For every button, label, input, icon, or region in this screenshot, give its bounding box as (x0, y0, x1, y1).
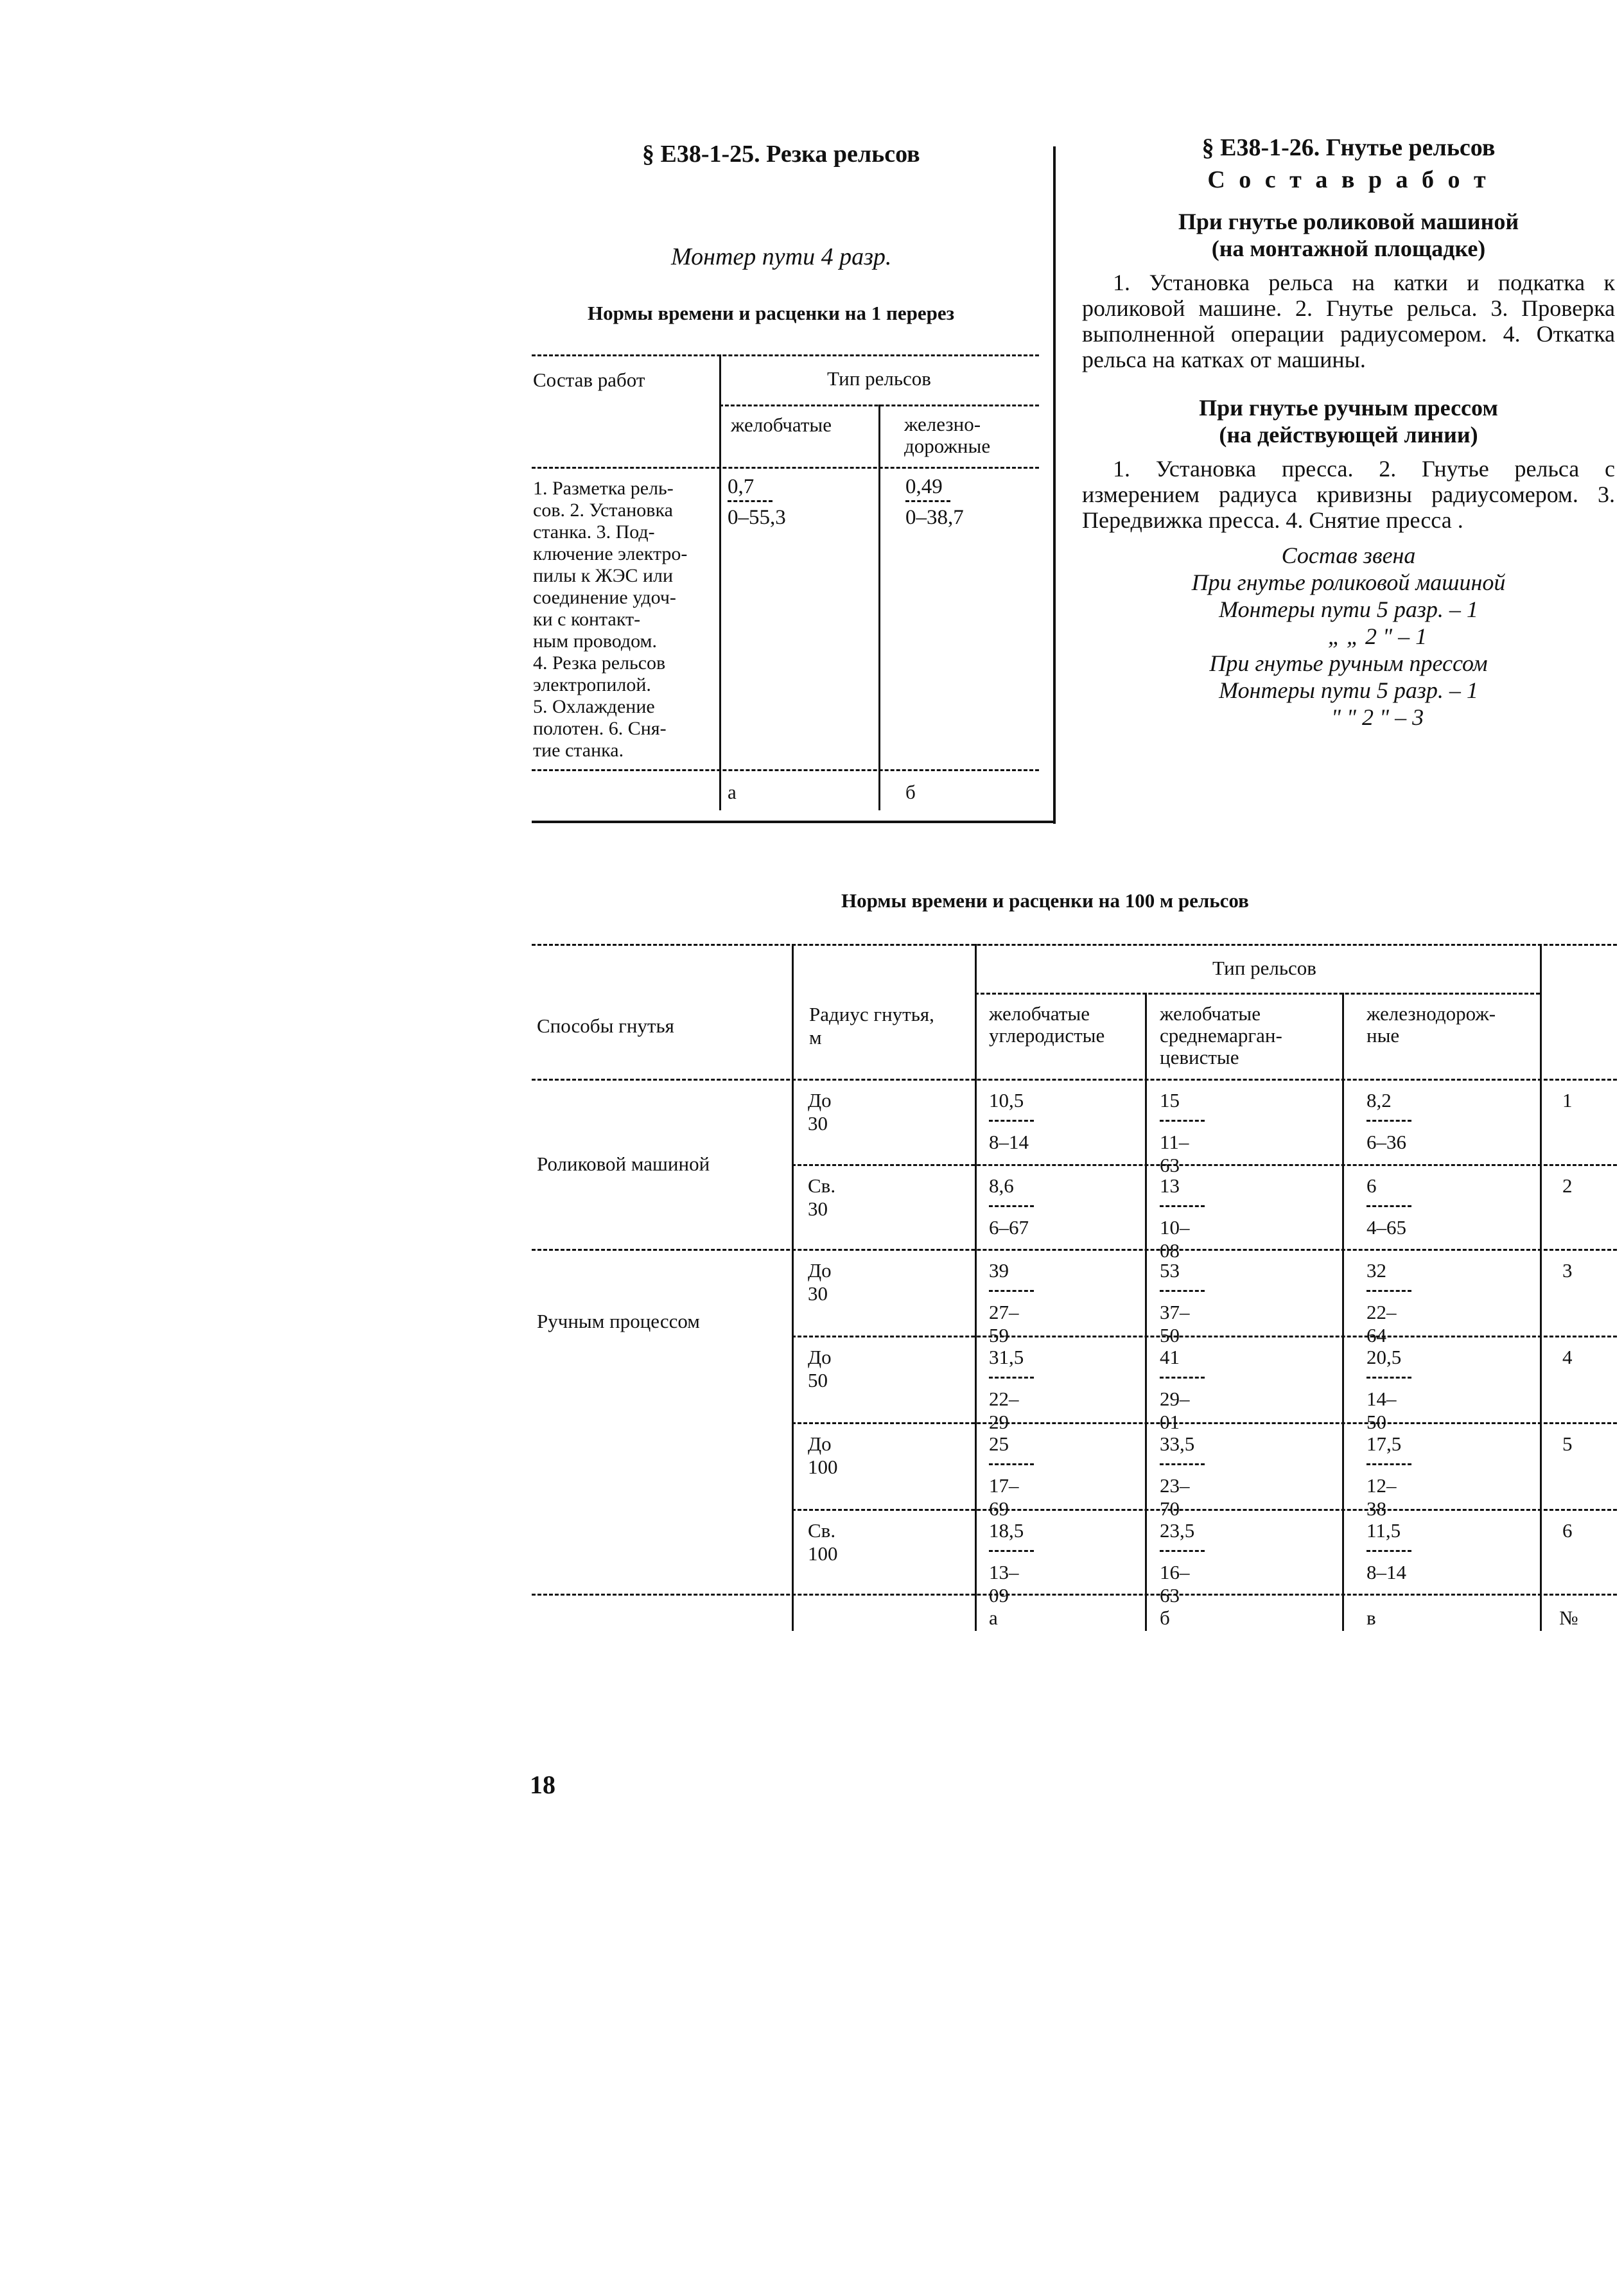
table2-footer-n: № (1559, 1607, 1578, 1629)
left-work-line: пилы к ЖЭС или (533, 565, 674, 586)
price-value: 14–50 (1366, 1388, 1397, 1433)
left-table-vline-1 (719, 354, 721, 810)
row-value-b (1160, 1259, 1205, 1347)
left-table-sub-rule (719, 405, 1039, 406)
table2-header-a-line: углеродистые (989, 1024, 1105, 1047)
price-value: 13–09 (989, 1561, 1019, 1607)
left-value-b-norm: 0,49 (905, 475, 943, 498)
price-value: 16–63 (1160, 1561, 1190, 1607)
table2-header-c (1366, 1003, 1496, 1047)
norm-value: 33,5 (1160, 1433, 1195, 1455)
roller-title-line2: (на монтажной площадке) (1211, 236, 1486, 261)
left-value-a (728, 475, 786, 530)
left-work-description (533, 478, 687, 762)
page-number: 18 (530, 1770, 555, 1799)
crew-roller-line1: Монтеры пути 5 разр. – 1 (1219, 597, 1478, 622)
left-table-top-rule (532, 354, 1039, 356)
row-value-c (1366, 1433, 1411, 1520)
left-col-rail-type-header: Тип рельсов (827, 367, 931, 390)
table2-header-rule (532, 1079, 1617, 1081)
fraction-bar (989, 1120, 1034, 1122)
fraction-bar (1160, 1120, 1205, 1122)
row-value-c (1366, 1174, 1411, 1239)
left-work-line: сов. 2. Установка (533, 500, 673, 521)
fraction-bar (989, 1377, 1034, 1379)
price-value: 27–59 (989, 1301, 1019, 1346)
press-title-line1: При гнутье ручным прессом (1199, 395, 1498, 421)
table2-header-a (989, 1003, 1104, 1047)
table2-caption: Нормы времени и расценки на 100 м рельсов (841, 889, 1249, 912)
row-number: 5 (1562, 1433, 1573, 1455)
table2-header-rail-type: Тип рельсов (1212, 957, 1316, 979)
row-value-b (1160, 1089, 1205, 1177)
price-value: 37–50 (1160, 1301, 1190, 1346)
fraction-bar (989, 1550, 1034, 1552)
crew-press-heading: При гнутье ручным прессом (1209, 650, 1488, 676)
row-radius: Св. 30 (808, 1174, 836, 1220)
row-radius: До 30 (808, 1259, 832, 1305)
row-value-a (989, 1519, 1034, 1607)
left-worker: Монтер пути 4 разр. (671, 243, 892, 270)
left-work-line: 4. Резка рельсов (533, 652, 666, 674)
table2-header-radius-line1: Радиус гнутья, (809, 1003, 934, 1025)
left-work-line: ки с контакт- (533, 609, 641, 630)
price-value: 8–14 (989, 1131, 1029, 1153)
roller-work-text: 1. Установка рельса на катки и подкатка к роликовой машине. 2. Гнутье рельса. 3. Проверка выполненной операции радиусомером. 4. Откатка рельса на катках от машины. (1082, 270, 1615, 372)
row-value-b (1160, 1433, 1205, 1520)
price-value: 17–69 (989, 1474, 1019, 1520)
left-work-line: тие станка. (533, 740, 624, 761)
row-number: 3 (1562, 1259, 1573, 1282)
price-value: 10–08 (1160, 1216, 1190, 1262)
table2-header-b-line: цевистые (1160, 1046, 1239, 1068)
fraction-bar (989, 1290, 1034, 1292)
norm-value: 6 (1366, 1174, 1377, 1197)
fraction-bar (1366, 1120, 1411, 1122)
table2-subheader-rule (975, 993, 1540, 995)
row-value-b (1160, 1519, 1205, 1607)
left-col-a-header: желобчатые (731, 414, 832, 436)
table2-header-b (1160, 1003, 1282, 1068)
row-value-b (1160, 1346, 1205, 1434)
row-radius: До 50 (808, 1346, 832, 1391)
table2-vline-c (1342, 993, 1344, 1631)
crew-press-line2: " " 2 " – 3 (1331, 704, 1424, 730)
fraction-bar (905, 500, 950, 502)
method-manual: Ручным процессом (537, 1310, 700, 1332)
price-value: 11–63 (1160, 1131, 1189, 1176)
norm-value: 25 (989, 1433, 1009, 1455)
norm-value: 32 (1366, 1259, 1386, 1282)
table2-vline-b (1145, 993, 1147, 1631)
row-value-c (1366, 1519, 1411, 1584)
fraction-bar (1366, 1290, 1411, 1292)
table2-header-b-line: среднемарган- (1160, 1024, 1282, 1047)
fraction-bar (1160, 1377, 1205, 1379)
norm-value: 41 (1160, 1346, 1180, 1368)
price-value: 6–67 (989, 1216, 1029, 1239)
price-value: 29–01 (1160, 1388, 1190, 1433)
left-col-work-header: Состав работ (533, 369, 645, 391)
crew-press-line1: Монтеры пути 5 разр. – 1 (1219, 677, 1478, 703)
row-radius: До 100 (808, 1433, 838, 1478)
left-col-b-header (904, 414, 990, 457)
right-section-title: § Е38-1-26. Гнутье рельсов (1201, 134, 1496, 161)
left-footer-a: а (728, 781, 737, 803)
row-number: 1 (1562, 1089, 1573, 1111)
fraction-bar (989, 1463, 1034, 1465)
row-value-a (989, 1259, 1034, 1347)
roller-title-line1: При гнутье роликовой машиной (1178, 209, 1519, 234)
left-norms-caption: Нормы времени и расценки на 1 перерез (588, 302, 955, 324)
price-value: 22–29 (989, 1388, 1019, 1433)
norm-value: 8,6 (989, 1174, 1014, 1197)
norm-value: 13 (1160, 1174, 1180, 1197)
left-work-line: ным проводом. (533, 631, 658, 652)
table2-vline-n (1540, 944, 1542, 1631)
norm-value: 11,5 (1366, 1519, 1401, 1542)
norm-value: 31,5 (989, 1346, 1024, 1368)
fraction-bar (1366, 1550, 1411, 1552)
table2-header-radius (809, 1003, 934, 1049)
norm-value: 53 (1160, 1259, 1180, 1282)
norms-table (532, 944, 1617, 1637)
price-value: 22–64 (1366, 1301, 1397, 1346)
table2-group-rule (532, 1249, 1617, 1251)
row-value-c (1366, 1346, 1411, 1434)
left-value-b-price: 0–38,7 (905, 506, 964, 529)
crew-title: Состав звена (1281, 543, 1416, 568)
fraction-bar (1366, 1205, 1411, 1207)
crew-roller-heading: При гнутье роликовой машиной (1191, 570, 1506, 595)
table2-footer-a: а (989, 1607, 998, 1629)
left-work-line: 5. Охлаждение (533, 696, 655, 717)
table2-vline-radius (792, 944, 794, 1631)
method-roller: Роликовой машиной (537, 1153, 710, 1175)
left-col-b-header-line2: дорожные (904, 435, 991, 457)
table2-header-a-line: желобчатые (989, 1002, 1090, 1025)
left-value-b (905, 475, 964, 530)
row-number: 2 (1562, 1174, 1573, 1197)
fraction-bar (728, 500, 773, 502)
table2-header-b-line: желобчатые (1160, 1002, 1261, 1025)
table2-footer-b: б (1160, 1607, 1170, 1629)
fraction-bar (1366, 1463, 1411, 1465)
table2-top-rule (532, 944, 1617, 946)
norm-value: 10,5 (989, 1089, 1024, 1111)
left-footer-b: б (905, 781, 916, 803)
left-table (532, 354, 1039, 823)
press-title-line2: (на действующей линии) (1219, 422, 1478, 448)
right-block (1082, 134, 1615, 731)
table2-header-method: Способы гнутья (537, 1015, 674, 1037)
fraction-bar (1160, 1463, 1205, 1465)
norm-value: 20,5 (1366, 1346, 1402, 1368)
table2-footer-c: в (1366, 1607, 1376, 1629)
price-value: 12–38 (1366, 1474, 1397, 1520)
left-value-a-price: 0–55,3 (728, 506, 786, 529)
fraction-bar (1160, 1550, 1205, 1552)
fraction-bar (1160, 1205, 1205, 1207)
price-value: 4–65 (1366, 1216, 1406, 1239)
row-number: 4 (1562, 1346, 1573, 1368)
norm-value: 15 (1160, 1089, 1180, 1111)
row-value-a (989, 1346, 1034, 1434)
norm-value: 17,5 (1366, 1433, 1402, 1455)
left-work-line: полотен. 6. Сня- (533, 718, 667, 739)
left-table-header-rule (532, 467, 1039, 469)
right-composition-title: С о с т а в р а б о т (1207, 166, 1490, 193)
row-radius: До 30 (808, 1089, 832, 1135)
row-value-b (1160, 1174, 1205, 1262)
left-work-line: электропилой. (533, 674, 651, 695)
left-work-line: 1. Разметка рель- (533, 478, 674, 499)
table2-header-c-line: железнодорож- (1366, 1002, 1496, 1025)
price-value: 6–36 (1366, 1131, 1406, 1153)
row-value-c (1366, 1259, 1411, 1347)
price-value: 8–14 (1366, 1561, 1406, 1583)
left-table-vline-2 (878, 405, 880, 810)
row-value-a (989, 1174, 1034, 1239)
norm-value: 39 (989, 1259, 1009, 1282)
row-radius: Св. 100 (808, 1519, 838, 1565)
left-work-line: соединение удоч- (533, 587, 676, 608)
price-value: 23–70 (1160, 1474, 1190, 1520)
fraction-bar (989, 1205, 1034, 1207)
row-value-c (1366, 1089, 1411, 1154)
left-table-body-rule (532, 769, 1039, 771)
left-work-line: ключение электро- (533, 543, 688, 564)
press-work-text: 1. Установка пресса. 2. Гнутье рельса с измерением радиуса кривизны радиусомером. 3. Передвижка пресса. 4. Снятие пресса . (1082, 456, 1615, 533)
table2-header-c-line: ные (1366, 1024, 1400, 1047)
table2-vline-a (975, 944, 977, 1631)
fraction-bar (1160, 1290, 1205, 1292)
left-section-title: § Е38-1-25. Резка рельсов (642, 141, 920, 168)
table2-header-radius-line2: м (809, 1026, 822, 1049)
norm-value: 23,5 (1160, 1519, 1195, 1542)
norm-value: 8,2 (1366, 1089, 1392, 1111)
left-block-vertical-rule (1053, 146, 1056, 824)
row-number: 6 (1562, 1519, 1573, 1542)
row-value-a (989, 1089, 1034, 1154)
norm-value: 18,5 (989, 1519, 1024, 1542)
left-table-bottom-rule (532, 821, 1053, 823)
left-work-line: станка. 3. Под- (533, 521, 655, 543)
table2-body-bottom-rule (532, 1594, 1617, 1596)
left-value-a-norm: 0,7 (728, 475, 755, 498)
row-value-a (989, 1433, 1034, 1520)
crew-roller-line2: „ „ 2 " – 1 (1327, 623, 1428, 649)
left-col-b-header-line1: железно- (904, 413, 981, 435)
fraction-bar (1366, 1377, 1411, 1379)
